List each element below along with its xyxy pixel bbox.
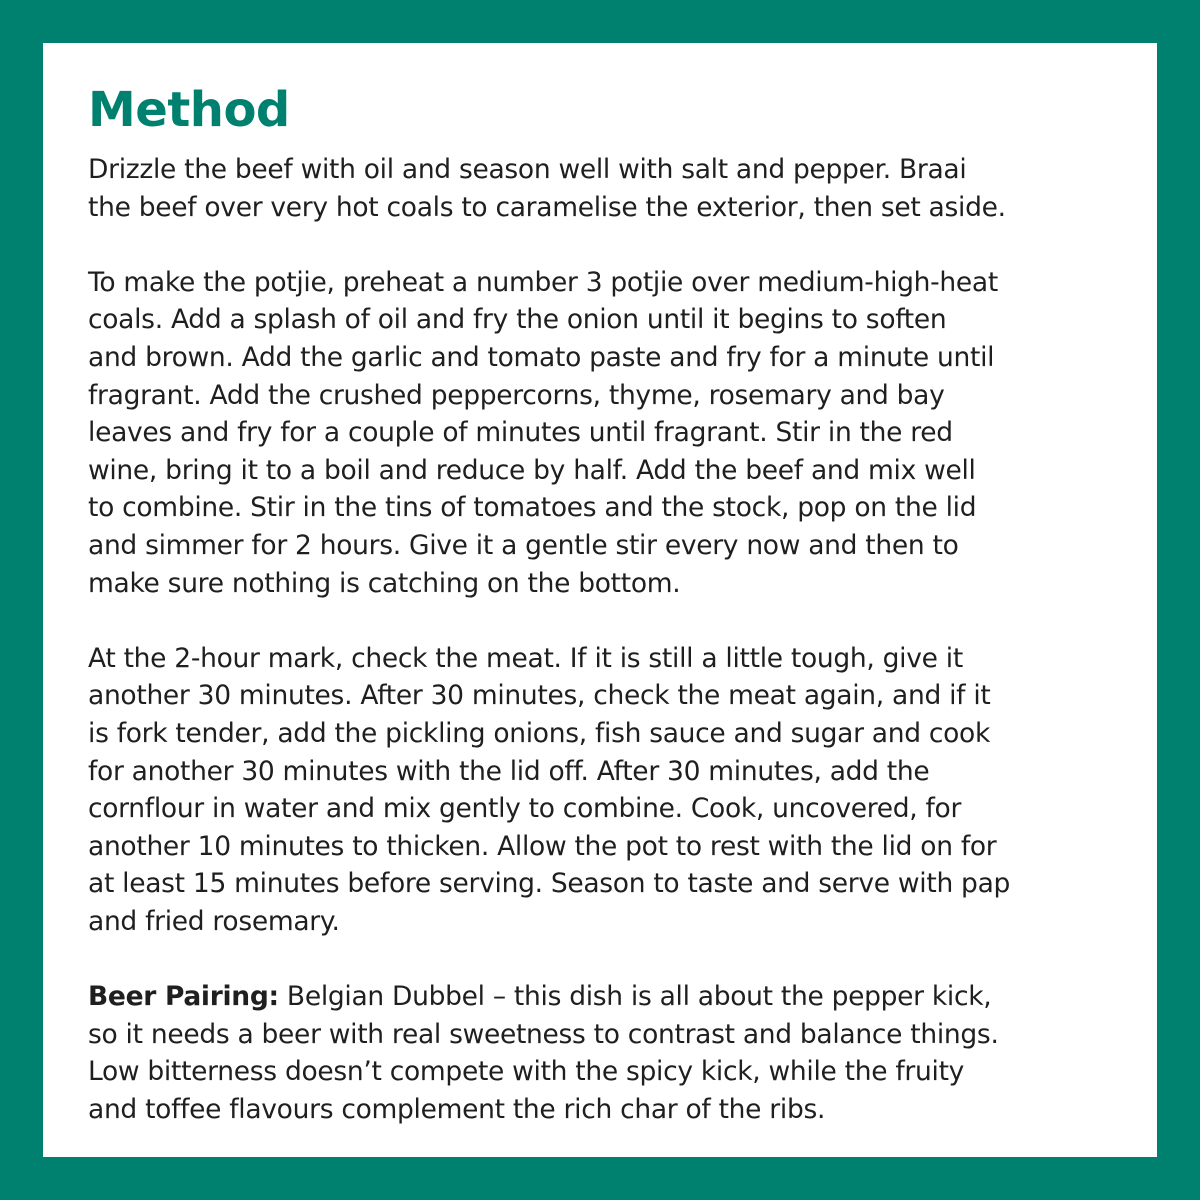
text-line: coals. Add a splash of oil and fry the onion until it begins to soften: [88, 304, 947, 336]
beer-pairing: [88, 978, 1127, 1128]
text-line: Drizzle the beef with oil and season well with salt and pepper. Braai: [88, 154, 967, 185]
text-line: at least 15 minutes before serving. Season to taste and serve with pap: [88, 868, 1011, 900]
page-title: Method: [88, 82, 290, 138]
text-line: another 10 minutes to thicken. Allow the pot to rest with the lid on for: [88, 830, 997, 862]
text-line: the beef over very hot coals to caramelise the exterior, then set aside.: [88, 191, 1006, 223]
text-line: another 30 minutes. After 30 minutes, check the meat again, and if it: [88, 680, 991, 712]
text-line: and toffee flavours complement the rich char of the ribs.: [88, 1093, 826, 1125]
text-line: is fork tender, add the pickling onions, fish sauce and sugar and cook: [88, 717, 991, 749]
beer-pairing-intro: Belgian Dubbel – this dish is all about the pepper kick,: [278, 981, 992, 1013]
method-step-3: [88, 640, 1127, 941]
text-line: and brown. Add the garlic and tomato paste and fry for a minute until: [88, 341, 995, 373]
method-card: [43, 43, 1157, 1157]
text-line: so it needs a beer with real sweetness to contrast and balance things.: [88, 1018, 999, 1050]
text-line: and fried rosemary.: [88, 905, 340, 937]
method-step-2: [88, 264, 1127, 602]
text-line: for another 30 minutes with the lid off. After 30 minutes, add the: [88, 755, 930, 787]
text-line: to combine. Stir in the tins of tomatoes and the stock, pop on the lid: [88, 492, 977, 524]
text-line: To make the potjie, preheat a number 3 potjie over medium-high-heat: [88, 266, 998, 298]
text-line: cornflour in water and mix gently to combine. Cook, uncovered, for: [88, 793, 962, 825]
beer-pairing-label: Beer Pairing:: [88, 981, 279, 1013]
text-line: Low bitterness doesn’t compete with the spicy kick, while the fruity: [88, 1056, 965, 1088]
method-step-1: [88, 151, 1127, 226]
text-line: fragrant. Add the crushed peppercorns, thyme, rosemary and bay: [88, 379, 945, 411]
text-line: wine, bring it to a boil and reduce by half. Add the beef and mix well: [88, 454, 976, 486]
text-line: make sure nothing is catching on the bottom.: [88, 567, 681, 599]
text-line: At the 2-hour mark, check the meat. If it is still a little tough, give it: [88, 642, 963, 674]
text-line: leaves and fry for a couple of minutes until fragrant. Stir in the red: [88, 417, 953, 449]
text-line: [88, 978, 1127, 1016]
text-line: and simmer for 2 hours. Give it a gentle stir every now and then to: [88, 529, 959, 561]
